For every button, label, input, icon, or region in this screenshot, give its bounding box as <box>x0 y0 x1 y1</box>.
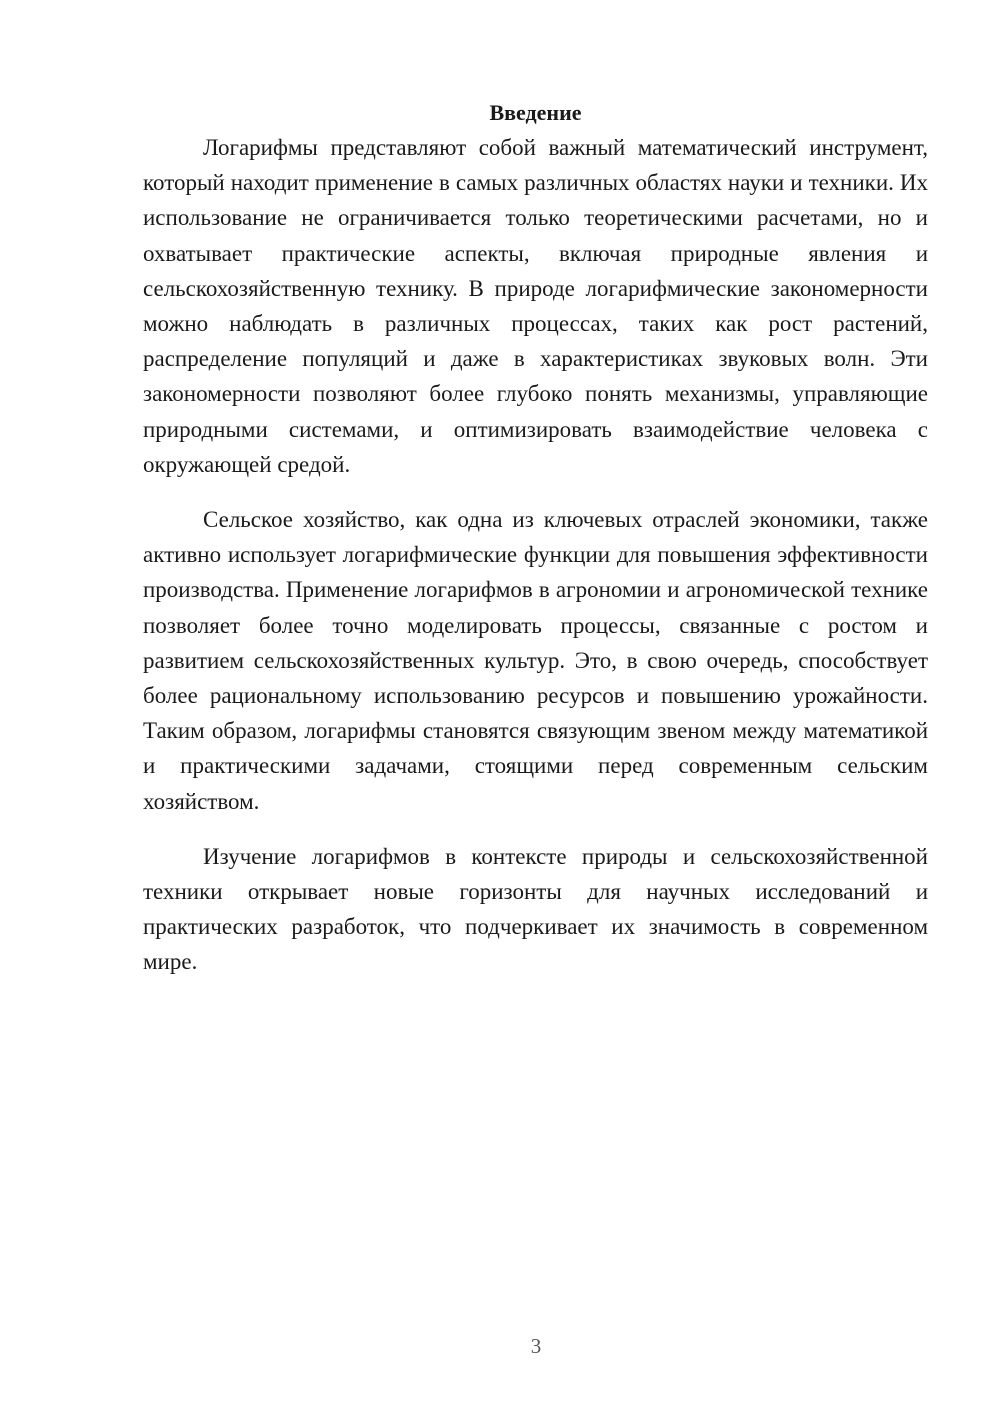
page-content <box>143 95 928 980</box>
section-title: Введение <box>489 100 582 125</box>
paragraph-3: Изучение логарифмов в контексте природы и сельскохозяйственной техники открывает новые горизонты для научных исследований и практических разработок, что подчеркивает их значимость в современном мире. <box>143 843 928 975</box>
page-number: 3 <box>530 1334 542 1358</box>
paragraph-2: Сельское хозяйство, как одна из ключевых отраслей экономики, также активно использует логарифмические функции для повышения эффективности производства. Применение логарифмов в агрономии и агрономической технике позволяет более точно моделировать процессы, связанные с ростом и развитием сельскохозяйственных культур. Это, в свою очередь, способствует более рациональному использованию ресурсов и повышению урожайности. Таким образом, логарифмы становятся связующим звеном между математикой и практическими задачами, стоящими перед современным сельским хозяйством. <box>143 507 928 814</box>
paragraph-1: Логарифмы представляют собой важный математический инструмент, который находит применение в самых различных областях науки и техники. Их использование не ограничивается только теоретическими расчетами, но и охватывает практические аспекты, включая природные явления и сельскохозяйственную технику. В природе логарифмические закономерности можно наблюдать в различных процессах, таких как рост растений, распределение популяций и даже в характеристиках звуковых волн. Эти закономерности позволяют более глубоко понять механизмы, управляющие природными системами, и оптимизировать взаимодействие человека с окружающей средой. <box>143 135 928 477</box>
